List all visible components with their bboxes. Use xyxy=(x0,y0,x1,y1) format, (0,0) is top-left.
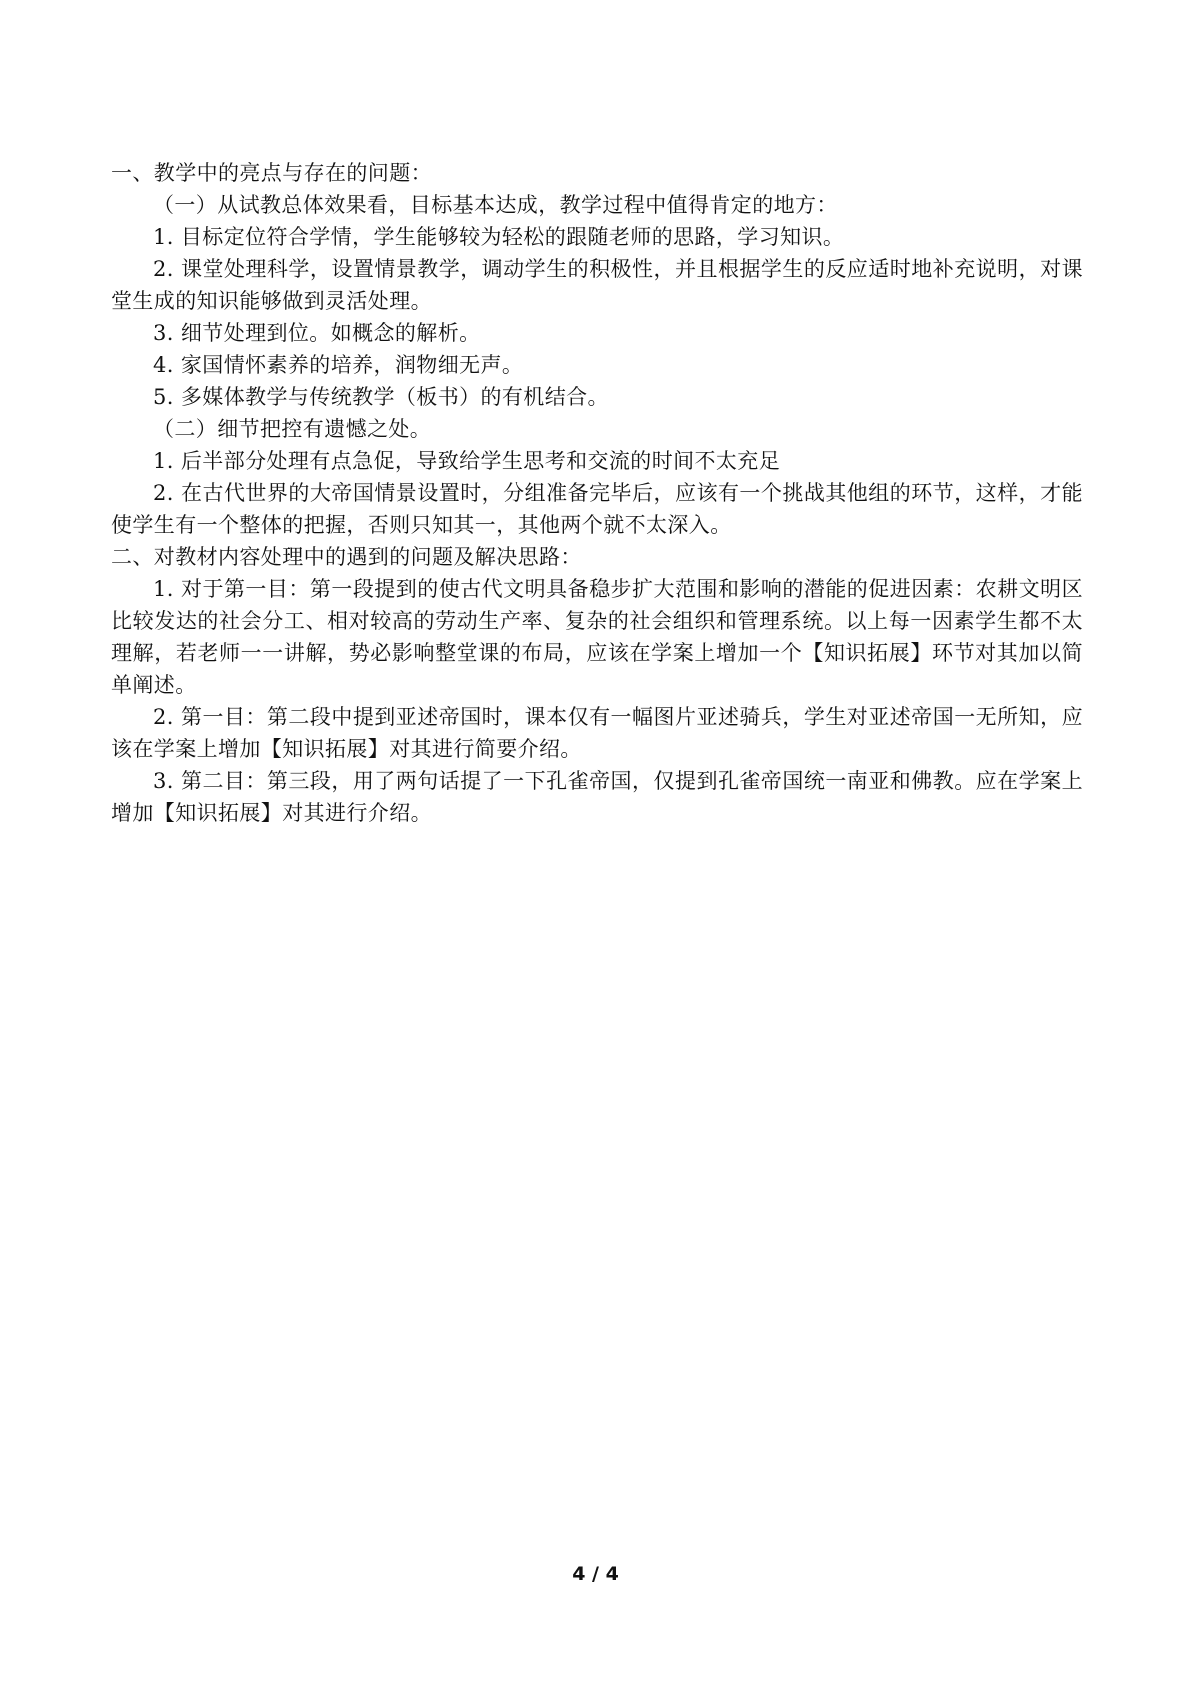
list-item: 2. 课堂处理科学，设置情景教学，调动学生的积极性，并且根据学生的反应适时地补充说明，对课堂生成的知识能够做到灵活处理。 xyxy=(111,257,1083,313)
list-item: 4. 家国情怀素养的培养，润物细无声。 xyxy=(153,353,524,377)
subsection-heading-2: （二）细节把控有遗憾之处。 xyxy=(153,417,432,441)
subsection-heading-1: （一）从试教总体效果看，目标基本达成，教学过程中值得肯定的地方： xyxy=(153,193,838,217)
list-item: 5. 多媒体教学与传统教学（板书）的有机结合。 xyxy=(153,385,609,409)
section-heading-2: 二、对教材内容处理中的遇到的问题及解决思路： xyxy=(111,545,582,569)
list-item: 1. 目标定位符合学情，学生能够较为轻松的跟随老师的思路，学习知识。 xyxy=(153,225,845,249)
list-item: 2. 在古代世界的大帝国情景设置时，分组准备完毕后，应该有一个挑战其他组的环节，这样，才能使学生有一个整体的把握，否则只知其一，其他两个就不太深入。 xyxy=(111,481,1083,537)
list-item: 3. 第二目：第三段，用了两句话提了一下孔雀帝国，仅提到孔雀帝国统一南亚和佛教。应在学案上增加【知识拓展】对其进行介绍。 xyxy=(111,769,1083,825)
document-body xyxy=(111,157,1083,829)
section-heading-1: 一、教学中的亮点与存在的问题： xyxy=(111,161,432,185)
page-number: 4 / 4 xyxy=(572,1563,619,1585)
list-item: 2. 第一目：第二段中提到亚述帝国时，课本仅有一幅图片亚述骑兵，学生对亚述帝国一无所知，应该在学案上增加【知识拓展】对其进行简要介绍。 xyxy=(111,705,1083,761)
list-item: 1. 后半部分处理有点急促，导致给学生思考和交流的时间不太充足 xyxy=(153,449,781,473)
list-item: 1. 对于第一目：第一段提到的使古代文明具备稳步扩大范围和影响的潜能的促进因素：农耕文明区比较发达的社会分工、相对较高的劳动生产率、复杂的社会组织和管理系统。以上每一因素学生都不太理解，若老师一一讲解，势必影响整堂课的布局，应该在学案上增加一个【知识拓展】环节对其加以简单阐述。 xyxy=(111,577,1083,697)
list-item: 3. 细节处理到位。如概念的解析。 xyxy=(153,321,481,345)
